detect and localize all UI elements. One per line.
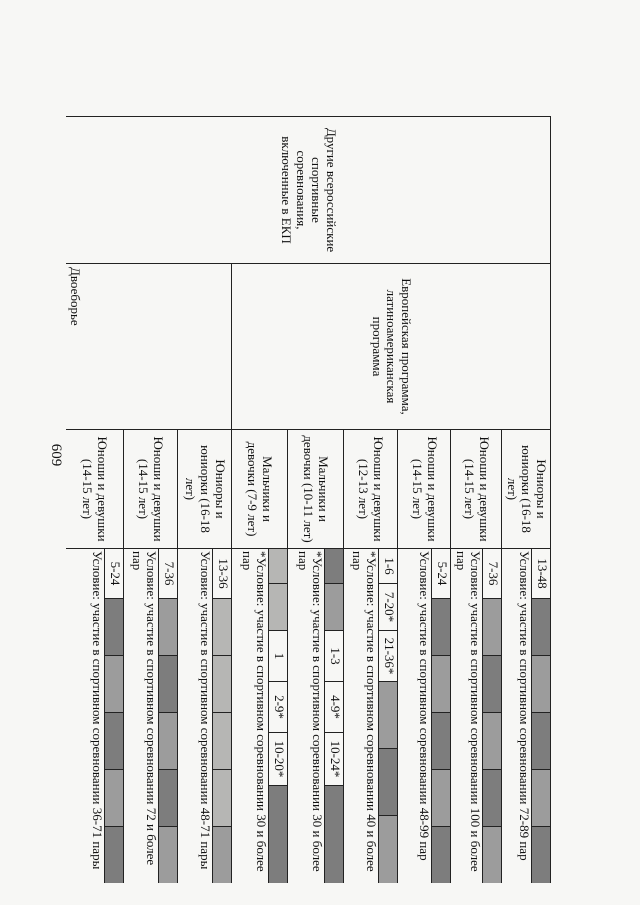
condition-text: *Условие: участие в спортивном соревновании 40 и более пар [344,549,379,883]
result-subtable [66,549,123,883]
shaded-cell [269,549,287,584]
shaded-cell [159,712,177,769]
result-cell [124,549,178,884]
shaded-cell [213,826,231,883]
group-cell [451,430,502,549]
condition-text: *Условие: участие в спортивном соревновании 30 и более пар [232,549,269,883]
group-label: Мальчики и девочки (10-11 лет) [301,435,332,543]
result-subtable [398,549,450,883]
shaded-cell [483,655,501,712]
place-value: 7-36 [483,549,501,599]
shaded-cell [483,599,501,656]
table-stage [66,116,551,883]
event-label: Другие всероссийские спортивные соревнования, включенные в ЕКП [279,127,339,253]
shaded-cell [483,712,501,769]
place-value: 1-6 [379,549,397,584]
condition-text: Условие: участие в спортивном соревновании 48-71 пары [178,549,213,883]
shaded-cell [213,769,231,826]
group-label: Юноши и девушки (14-15 лет) [410,436,440,542]
shaded-cell [159,826,177,883]
table-row [502,117,551,884]
shaded-cell [432,712,450,769]
shaded-cell [483,769,501,826]
shaded-cell [105,655,123,712]
shaded-cell [432,599,450,656]
group-label: Юноши и девушки (12-13 лет) [356,436,387,542]
place-value: 5-24 [105,549,123,599]
shaded-cell [532,769,550,826]
result-cell [66,549,124,884]
result-subtable [232,549,287,883]
result-cell [344,549,398,884]
group-label: Юноши и девушки (14-15 лет) [136,436,167,542]
group-cell [344,430,398,549]
program-cell-2 [66,264,232,430]
group-cell [288,430,344,549]
place-value: 5-24 [432,549,450,599]
shaded-cell [379,816,397,883]
shaded-cell [269,584,287,631]
program-cell-1 [232,264,551,430]
condition-text: Условие: участие в спортивном соревновании 48-99 пар [398,549,432,883]
shaded-cell [105,599,123,656]
page-number: 609 [48,443,64,467]
condition-text: Условие: участие в спортивном соревновании 72-89 пар [502,549,532,883]
place-value: 10-20* [269,733,287,786]
group-cell [502,430,551,549]
event-cell [66,117,551,264]
result-cell [178,549,232,884]
place-value: 1-3 [325,631,343,682]
shaded-cell [159,655,177,712]
shaded-cell [532,712,550,769]
result-subtable [178,549,231,883]
shaded-cell [379,682,397,749]
place-value: 7-36 [159,549,177,599]
shaded-cell [325,786,343,884]
shaded-cell [532,655,550,712]
place-value: 13-48 [532,549,550,599]
shaded-cell [325,549,343,584]
result-cell [502,549,551,884]
shaded-cell [379,749,397,816]
group-label: Юноши и девушки (14-15 лет) [462,436,492,542]
condition-text: Условие: участие в спортивном соревновании 72 и более пар [124,549,159,883]
shaded-cell [432,826,450,883]
ranking-table [66,116,551,883]
shaded-cell [213,655,231,712]
shaded-cell [483,826,501,883]
result-cell [451,549,502,884]
group-cell [232,430,288,549]
group-cell [66,430,124,549]
shaded-cell [105,712,123,769]
group-label: Юниоры и юниорки (16-18 лет) [504,445,550,533]
place-value: 1 [269,631,287,682]
place-value: 7-20* [379,584,397,631]
result-subtable [502,549,550,883]
place-value: 21-36* [379,631,397,682]
result-subtable [124,549,177,883]
result-subtable [451,549,501,883]
program-label: Европейская программа, латиноамериканская программа [369,278,415,415]
place-value: 4-9* [325,682,343,733]
group-label: Юноши и девушки (14-15 лет) [80,436,111,542]
program-label: Двоеборье [67,267,83,326]
rotated-table [66,116,551,883]
result-subtable [288,549,343,883]
place-value: 10-24* [325,733,343,786]
shaded-cell [213,599,231,656]
condition-text: *Условие: участие в спортивном соревновании 30 и более пар [288,549,325,883]
shaded-cell [532,599,550,656]
shaded-cell [105,769,123,826]
shaded-cell [432,769,450,826]
shaded-cell [432,655,450,712]
group-cell [178,430,232,549]
result-cell [288,549,344,884]
shaded-cell [159,769,177,826]
place-value: 13-36 [213,549,231,599]
group-label: Мальчики и девочки (7-9 лет) [245,441,276,537]
shaded-cell [213,712,231,769]
result-cell [398,549,451,884]
group-label: Юниоры и юниорки (16-18 лет) [183,445,228,533]
place-value: 2-9* [269,682,287,733]
shaded-cell [532,826,550,883]
result-subtable [344,549,397,883]
group-cell [124,430,178,549]
group-cell [398,430,451,549]
shaded-cell [159,599,177,656]
condition-text: Условие: участие в спортивном соревновании 36-71 пары [66,549,105,883]
condition-text: Условие: участие в спортивном соревновании 100 и более пар [451,549,483,883]
shaded-cell [105,826,123,883]
shaded-cell [269,786,287,884]
shaded-cell [325,584,343,631]
result-cell [232,549,288,884]
